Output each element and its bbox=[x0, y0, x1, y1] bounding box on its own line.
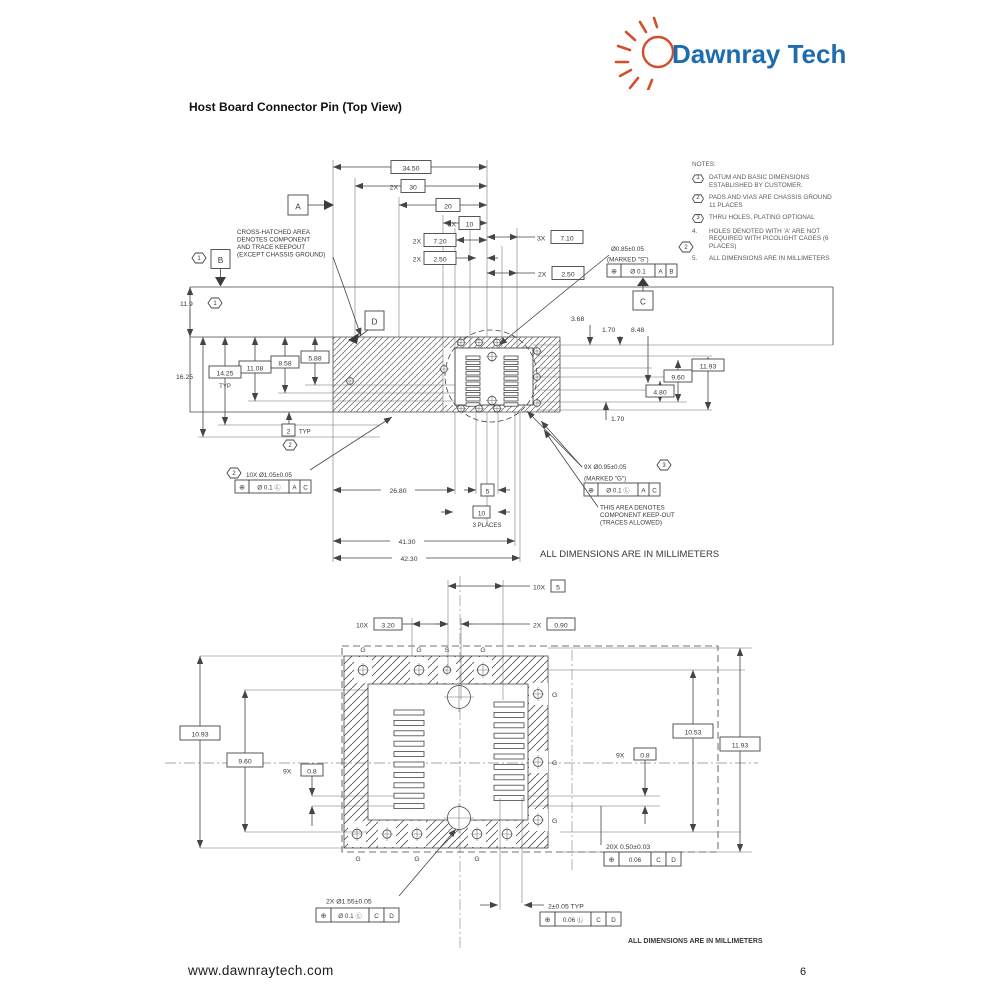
footer-url[interactable]: www.dawnraytech.com bbox=[188, 963, 334, 978]
note-text: HOLES DENOTED WITH 'A' ARE NOT REQUIRED WITH PICOLIGHT CAGES (6 PLACES) bbox=[709, 228, 829, 250]
footprint-hatch bbox=[344, 656, 548, 848]
marked-g-label: (MARKED "G") bbox=[584, 475, 627, 483]
qty-2x: 2X bbox=[538, 271, 547, 279]
notes-heading: NOTES: bbox=[692, 161, 716, 168]
callout-g-holes bbox=[527, 411, 671, 496]
tolerance-value: Ø 0.1 Ⓛ bbox=[606, 487, 630, 495]
pad-spec-20x: 20X 0.50±0.03 bbox=[606, 844, 651, 851]
upper-footnote: ALL DIMENSIONS ARE IN MILLIMETERS bbox=[540, 549, 720, 560]
signal-pad-columns bbox=[394, 702, 524, 809]
typ-label: TYP bbox=[299, 429, 311, 436]
callout-s-hole bbox=[499, 242, 693, 345]
tolerance-value: 0.06 bbox=[628, 857, 642, 864]
position-symbol: ⊕ bbox=[608, 857, 615, 865]
position-symbol: ⊕ bbox=[320, 913, 327, 921]
datum-a-label: A bbox=[295, 202, 301, 212]
note-text: ALL DIMENSIONS ARE IN MILLIMETERS bbox=[709, 255, 830, 263]
datum-ref: D bbox=[611, 917, 616, 924]
note-text: PADS AND VIAS ARE CHASSIS GROUND 11 PLACES bbox=[709, 194, 832, 209]
qty-2x: 2X bbox=[412, 238, 421, 246]
pad-label-g: G bbox=[552, 760, 558, 767]
position-symbol: ⊕ bbox=[611, 268, 617, 276]
note-flag-icon: 1 bbox=[692, 174, 706, 183]
dim-10: 10 bbox=[465, 221, 474, 229]
dim-30: 30 bbox=[409, 184, 417, 192]
tolerance-value: 0.06 Ⓛ bbox=[562, 917, 584, 924]
dim-11-93: 11.93 bbox=[699, 363, 717, 371]
feature-control-frame bbox=[607, 264, 677, 277]
pad-label-g: G bbox=[480, 647, 486, 654]
datum-ref: C bbox=[303, 484, 308, 492]
brand-name: Dawnray Tech bbox=[672, 39, 847, 69]
pad-label-s: S bbox=[444, 647, 450, 654]
qty-10x: 10X bbox=[533, 584, 546, 592]
dim-5: 5 bbox=[485, 488, 490, 496]
dim-5: 5 bbox=[556, 584, 560, 592]
callout-2-typ bbox=[480, 798, 621, 926]
datum-ref: A bbox=[641, 487, 646, 495]
datum-ref: B bbox=[669, 268, 674, 276]
position-symbol: ⊕ bbox=[588, 487, 594, 495]
s-hole-spec: Ø0.85±0.05 bbox=[611, 246, 644, 253]
qty-10x: 10X bbox=[356, 622, 369, 630]
qty-2x: 2X bbox=[533, 622, 542, 630]
page-title: Host Board Connector Pin (Top View) bbox=[189, 100, 402, 114]
position-symbol: ⊕ bbox=[239, 484, 245, 492]
feature-control-frame bbox=[235, 480, 311, 493]
dim-11-9: 11.9 bbox=[180, 301, 193, 308]
dim-11-08: 11.08 bbox=[246, 365, 264, 373]
datum-ref: C bbox=[596, 917, 601, 924]
dim-7-20: 7.20 bbox=[433, 238, 447, 246]
flag-1: 1 bbox=[197, 256, 201, 263]
note-line: (EXCEPT CHASSIS GROUND) bbox=[237, 251, 326, 259]
lower-drawing bbox=[160, 571, 810, 960]
dim-5-88: 5.88 bbox=[308, 355, 322, 363]
dim-11-93: 11.93 bbox=[731, 742, 749, 750]
tolerance-value: Ø 0.1 Ⓛ bbox=[338, 913, 362, 920]
position-symbol: ⊕ bbox=[544, 917, 551, 925]
note-line: AND TRACE KEEPOUT bbox=[237, 244, 306, 251]
note-text: DATUM AND BASIC DIMENSIONS ESTABLISHED BY CUSTOMER. bbox=[709, 174, 810, 189]
feature-control-frame bbox=[604, 852, 681, 866]
qty-2x: 2X bbox=[412, 256, 421, 264]
dim-9-60: 9.60 bbox=[238, 758, 252, 766]
dim-1-70: 1.70 bbox=[611, 416, 625, 423]
pad-label-g: G bbox=[355, 856, 361, 863]
dim-10: 10 bbox=[477, 510, 486, 518]
dim-14-25: 14.25 bbox=[216, 370, 234, 378]
note-line: (TRACES ALLOWED) bbox=[600, 519, 662, 527]
dim-3-20: 3.20 bbox=[381, 622, 395, 630]
qty-2x: 2X bbox=[389, 184, 398, 192]
datum-d-label: D bbox=[371, 317, 378, 327]
note-line: DENOTES COMPONENT bbox=[237, 236, 311, 244]
qty-9x: 9X bbox=[283, 768, 292, 776]
lower-right-dimensions bbox=[528, 648, 760, 852]
flag-1: 1 bbox=[213, 301, 217, 308]
dim-7-10: 7.10 bbox=[560, 235, 574, 243]
note-line: CROSS-HATCHED AREA bbox=[237, 229, 311, 236]
flag-2: 2 bbox=[684, 245, 688, 252]
cage-hole-spec: 10X Ø1.05±0.05 bbox=[246, 472, 292, 479]
tolerance-value: Ø 0.1 bbox=[630, 268, 646, 276]
note-text: THRU HOLES, PLATING OPTIONAL bbox=[709, 214, 815, 222]
dim-41-30: 41.30 bbox=[398, 539, 416, 546]
dim-20: 20 bbox=[444, 203, 452, 211]
pad-label-g: G bbox=[360, 647, 366, 654]
dim-2: 2 bbox=[286, 428, 291, 436]
dim-0-8: 0.8 bbox=[307, 768, 317, 776]
note-line: COMPONENT KEEP-OUT bbox=[600, 512, 675, 519]
g-hole-spec: 9X Ø0.95±0.05 bbox=[584, 464, 627, 471]
dim-42-30: 42.30 bbox=[400, 556, 418, 563]
datum-c-label: C bbox=[640, 297, 646, 307]
places-label: 3 PLACES bbox=[472, 523, 502, 529]
datum-ref: C bbox=[656, 857, 661, 864]
typ-label: TYP bbox=[219, 384, 231, 390]
flag-3: 3 bbox=[662, 463, 666, 470]
dim-1-70: 1.70 bbox=[602, 327, 616, 334]
dim-9-60: 9.60 bbox=[671, 374, 685, 382]
datum-ref: C bbox=[374, 913, 379, 920]
qty-3x: 3X bbox=[537, 235, 546, 243]
pad-label-g: G bbox=[474, 856, 480, 863]
dim-16-25: 16.25 bbox=[176, 374, 194, 381]
datum-ref: D bbox=[671, 857, 676, 864]
pad-label-g: G bbox=[414, 856, 420, 863]
dim-3-68: 3.68 bbox=[571, 316, 585, 323]
feature-control-frame bbox=[584, 483, 660, 496]
page-number: 6 bbox=[800, 966, 807, 978]
datum-ref: C bbox=[652, 487, 657, 495]
dim-4-80: 4.80 bbox=[653, 389, 667, 397]
lower-footnote: ALL DIMENSIONS ARE IN MILLIMETERS bbox=[628, 938, 763, 945]
alignment-holes bbox=[444, 682, 474, 833]
note-flag-icon: 3 bbox=[692, 214, 706, 223]
right-dimensions bbox=[533, 316, 833, 423]
tolerance-value: Ø 0.1 Ⓛ bbox=[257, 484, 281, 492]
dim-8-58: 8.58 bbox=[278, 360, 292, 368]
dim-10-93: 10.93 bbox=[191, 731, 209, 739]
marked-s-label: (MARKED "S") bbox=[607, 256, 649, 264]
dim-0-8: 0.8 bbox=[640, 752, 650, 760]
keepout-note bbox=[237, 229, 361, 336]
callout-20x-pads bbox=[601, 806, 681, 866]
sun-icon bbox=[616, 18, 673, 90]
bottom-dimensions bbox=[333, 412, 520, 563]
dim-0-90: 0.90 bbox=[554, 622, 568, 630]
dawnray-tech-logo bbox=[600, 10, 850, 90]
dim-10-53: 10.53 bbox=[684, 729, 702, 737]
note-flag-icon: 2 bbox=[692, 194, 706, 203]
pad-label-g: G bbox=[416, 647, 422, 654]
datum-ref: A bbox=[658, 268, 663, 276]
datum-b bbox=[192, 250, 230, 287]
note-number: 5. bbox=[692, 255, 698, 263]
note-line: THIS AREA DENOTES bbox=[600, 504, 665, 512]
feature-control-frame bbox=[316, 908, 399, 922]
feature-control-frame bbox=[540, 912, 621, 926]
datum-ref: A bbox=[292, 484, 297, 492]
flag-2: 2 bbox=[232, 471, 236, 478]
dim-2-50: 2.50 bbox=[561, 271, 575, 279]
upper-drawing bbox=[165, 148, 845, 572]
pad-label-g: G bbox=[552, 818, 558, 825]
datum-ref: D bbox=[389, 913, 394, 920]
dim-34-50: 34.50 bbox=[402, 165, 420, 173]
note-number: 4. bbox=[692, 228, 698, 236]
qty-9x: 9X bbox=[616, 752, 625, 760]
dim-26-80: 26.80 bbox=[389, 488, 407, 495]
flag-2: 2 bbox=[288, 443, 292, 450]
qty-3x: 3X bbox=[447, 221, 456, 229]
dim-8-48: 8.48 bbox=[631, 327, 645, 334]
datum-b-label: B bbox=[217, 256, 224, 265]
dim-11-9-group bbox=[180, 287, 222, 337]
pad-label-g: G bbox=[552, 692, 558, 699]
dim-2-typ: 2±0.05 TYP bbox=[548, 903, 584, 911]
dim-2-50: 2.50 bbox=[433, 256, 447, 264]
datum-a bbox=[288, 195, 334, 215]
hole-spec-155: 2X Ø1.55±0.05 bbox=[326, 898, 372, 906]
